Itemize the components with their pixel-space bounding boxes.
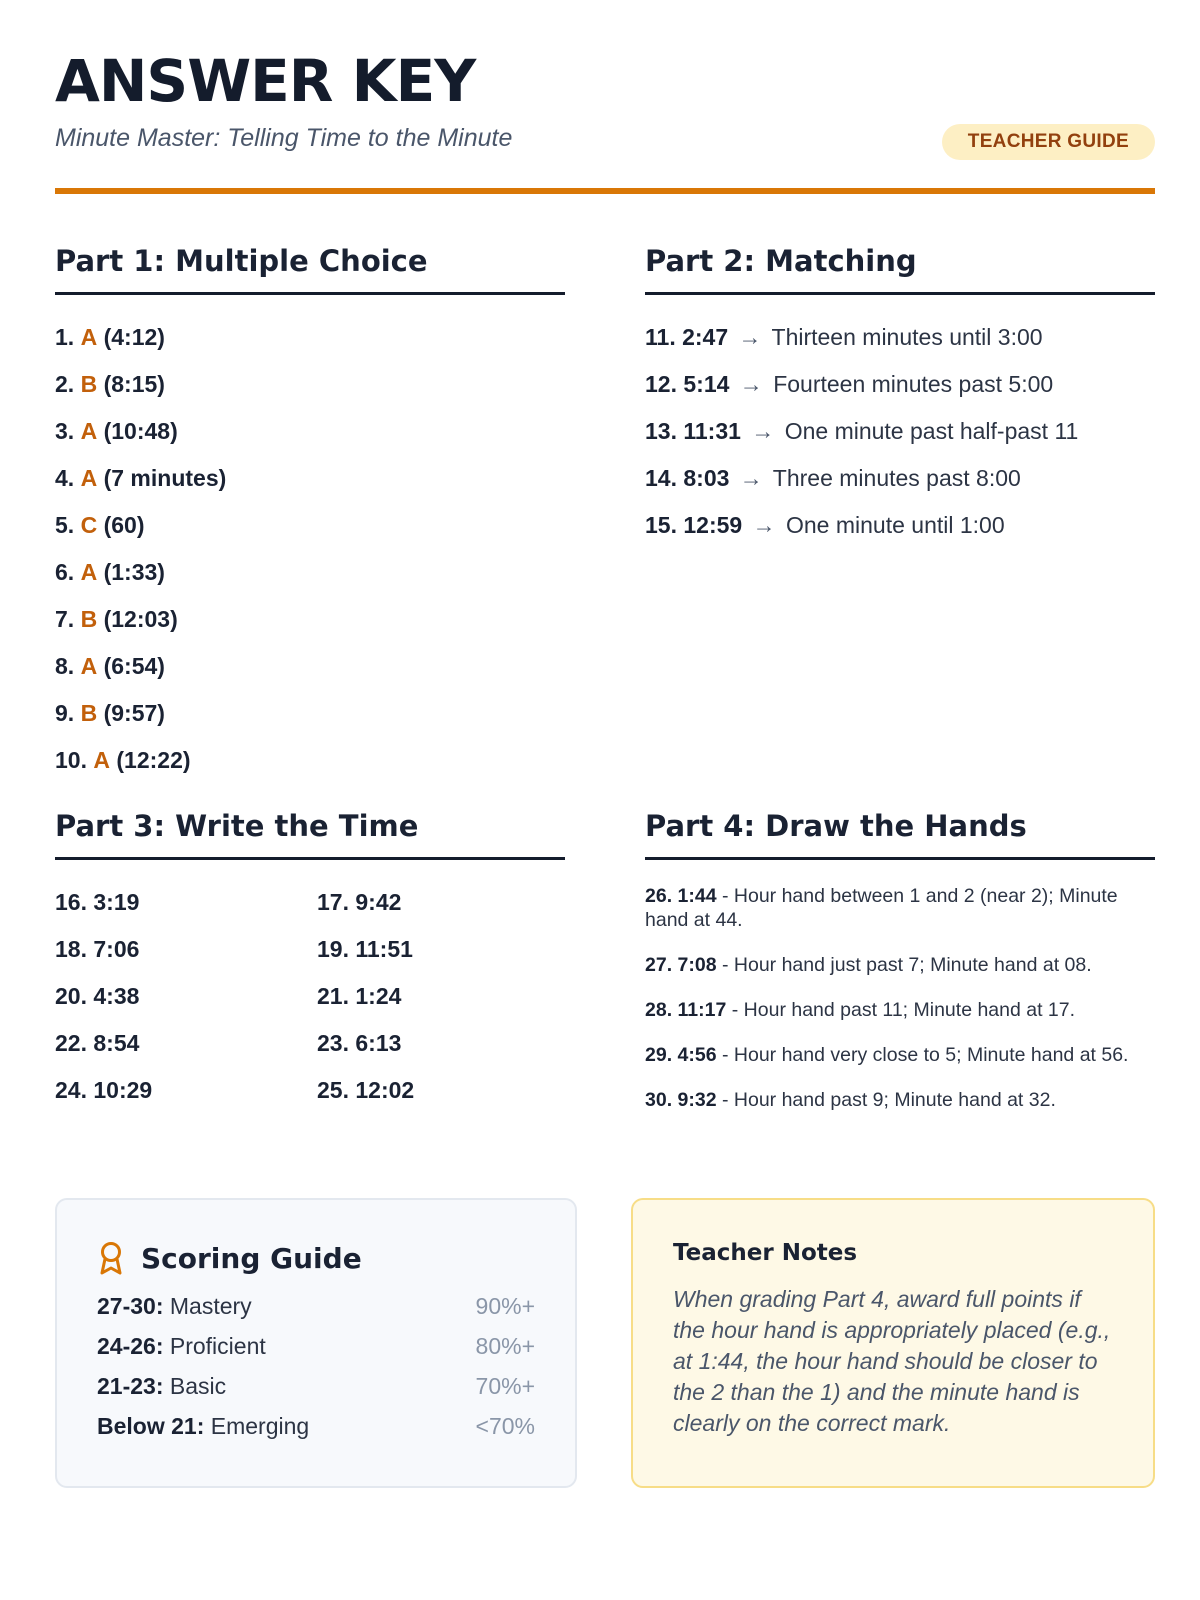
score-range: 24-26: [97,1333,164,1359]
answer-value: (12:03) [103,605,178,632]
score-range: 21-23: [97,1373,164,1399]
list-item [645,372,1155,419]
question-number: 10. [55,746,87,773]
page-title: ANSWER KEY [55,47,476,115]
score-percent: <70% [475,1413,535,1439]
list-item: 18. 7:06 [55,935,140,962]
part3-title: Part 3: Write the Time [55,811,565,860]
part3-section [55,811,565,1102]
question-number: 11. 2:47 [645,323,729,350]
award-ribbon-icon [97,1240,125,1276]
score-level: Basic [169,1373,227,1399]
list-item: 17. 9:42 [317,888,402,915]
list-item [645,325,1155,372]
page-subtitle: Minute Master: Telling Time to the Minute [55,124,513,152]
answer-value: (1:33) [103,558,165,585]
part2-answer-list [645,325,1155,560]
list-item [55,701,565,748]
question-number: 4. [55,464,75,491]
separator: - [716,1043,734,1066]
match-text: One minute until 1:00 [785,511,1005,538]
score-level: Mastery [169,1293,252,1319]
part1-section [55,246,565,795]
part3-answer-grid [55,890,565,1102]
question-number: 1. [55,323,75,350]
teacher-notes-title: Teacher Notes [673,1240,858,1266]
answer-value: (4:12) [103,323,165,350]
list-item: 19. 11:51 [317,935,413,962]
hand-description: Hour hand very close to 5; Minute hand at 56. [733,1043,1129,1066]
arrow-icon: → [738,323,762,350]
question-number: 13. 11:31 [645,417,741,444]
part2-title: Part 2: Matching [645,246,1155,295]
part4-title: Part 4: Draw the Hands [645,811,1155,860]
list-item: 25. 12:02 [317,1076,415,1103]
separator: - [716,884,734,907]
teacher-notes-box [631,1198,1155,1488]
question-number: 26. 1:44 [645,884,717,907]
list-item [645,419,1155,466]
answer-letter: A [80,464,98,491]
hand-description: Hour hand just past 7; Minute hand at 08. [733,953,1092,976]
answer-letter: A [80,558,98,585]
list-item [645,466,1155,513]
answer-letter: C [80,511,98,538]
answer-value: (12:22) [116,746,191,773]
list-item [55,513,565,560]
teacher-guide-badge: TEACHER GUIDE [942,124,1155,160]
list-item [645,513,1155,560]
answer-letter: A [80,652,98,679]
question-number: 29. 4:56 [645,1043,717,1066]
list-item [645,1043,1155,1067]
scoring-guide-header [97,1240,535,1276]
score-percent: 90%+ [475,1293,535,1319]
answer-letter: B [80,370,98,397]
question-number: 27. 7:08 [645,953,717,976]
scoring-guide-box [55,1198,577,1488]
header-divider [55,188,1155,194]
answer-value: (10:48) [103,417,178,444]
match-text: Fourteen minutes past 5:00 [773,370,1054,397]
answer-letter: A [93,746,110,773]
match-text: Three minutes past 8:00 [772,464,1021,491]
part1-title: Part 1: Multiple Choice [55,246,565,295]
score-percent: 70%+ [475,1373,535,1399]
part1-answer-list [55,325,565,795]
part4-answer-list [645,884,1155,1112]
arrow-icon: → [751,417,775,444]
score-percent: 80%+ [475,1333,535,1359]
list-item [55,466,565,513]
part4-section [645,811,1155,1133]
list-item [55,325,565,372]
answer-value: (6:54) [103,652,165,679]
score-range: Below 21: [97,1413,205,1439]
teacher-notes-body: When grading Part 4, award full points if the hour hand is appropriately placed (e.g., at 1:44, the hour hand should be closer to the 2 than the 1) and the minute hand is clearly on the correct mark. [673,1286,1111,1436]
arrow-icon: → [752,511,776,538]
list-item: 24. 10:29 [55,1076,153,1103]
question-number: 9. [55,699,75,726]
list-item [55,372,565,419]
hand-description: Hour hand past 11; Minute hand at 17. [743,998,1076,1021]
answer-letter: A [80,417,98,444]
separator: - [716,1088,734,1111]
list-item [55,748,565,795]
list-item [645,884,1155,932]
list-item [55,654,565,701]
answer-letter: B [80,605,98,632]
list-item [55,419,565,466]
part2-section [645,246,1155,560]
table-row [97,1414,535,1454]
answer-value: (9:57) [103,699,165,726]
answer-value: (8:15) [103,370,165,397]
list-item: 21. 1:24 [317,982,402,1009]
score-range: 27-30: [97,1293,164,1319]
table-row [97,1334,535,1374]
question-number: 8. [55,652,75,679]
answer-value: (60) [103,511,145,538]
list-item [55,607,565,654]
question-number: 6. [55,558,75,585]
score-level: Proficient [169,1333,266,1359]
scoring-guide-title: Scoring Guide [141,1241,362,1275]
list-item [645,998,1155,1022]
question-number: 12. 5:14 [645,370,730,397]
list-item: 20. 4:38 [55,982,140,1009]
match-text: One minute past half-past 11 [784,417,1079,444]
list-item [645,1088,1155,1112]
question-number: 3. [55,417,75,444]
question-number: 30. 9:32 [645,1088,717,1111]
separator: - [716,953,734,976]
list-item: 23. 6:13 [317,1029,402,1056]
answer-value: (7 minutes) [103,464,227,491]
list-item: 16. 3:19 [55,888,140,915]
question-number: 15. 12:59 [645,511,743,538]
arrow-icon: → [739,370,763,397]
answer-letter: A [80,323,98,350]
question-number: 2. [55,370,75,397]
question-number: 28. 11:17 [645,998,727,1021]
answer-letter: B [80,699,98,726]
scoring-table [97,1294,535,1454]
list-item: 22. 8:54 [55,1029,140,1056]
separator: - [726,998,744,1021]
hand-description: Hour hand between 1 and 2 (near 2); Minute hand at 44. [645,884,1118,931]
match-text: Thirteen minutes until 3:00 [771,323,1043,350]
list-item [645,953,1155,977]
table-row [97,1294,535,1334]
question-number: 7. [55,605,75,632]
question-number: 5. [55,511,75,538]
question-number: 14. 8:03 [645,464,730,491]
table-row [97,1374,535,1414]
list-item [55,560,565,607]
hand-description: Hour hand past 9; Minute hand at 32. [733,1088,1056,1111]
score-level: Emerging [210,1413,310,1439]
arrow-icon: → [739,464,763,491]
